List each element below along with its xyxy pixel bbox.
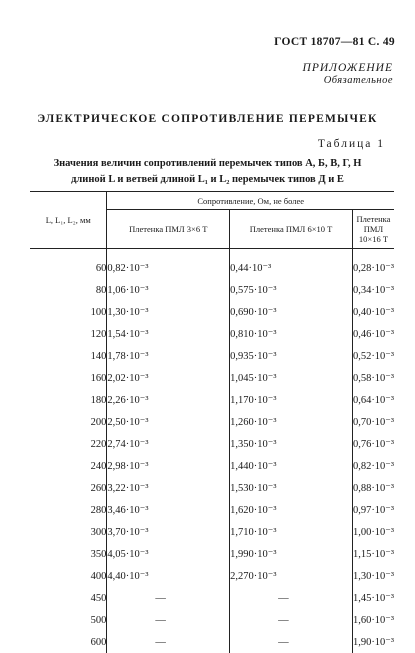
cell-length: 180 [30,389,107,411]
cell-resistance-10x16: 0,28·10⁻³ [352,249,394,280]
table-row [30,389,394,411]
cell-resistance-10x16: 0,88·10⁻³ [352,477,394,499]
cell-resistance-6x10: 1,990·10⁻³ [230,543,353,565]
cell-length: 80 [30,279,107,301]
cell-resistance-6x10: — [230,609,353,631]
cell-resistance-10x16: 1,60·10⁻³ [352,609,394,631]
table-row [30,543,394,565]
cell-resistance-10x16: 1,90·10⁻³ [352,631,394,653]
table-row [30,499,394,521]
cell-resistance-3x6: 3,46·10⁻³ [107,499,230,521]
cell-resistance-10x16: 0,97·10⁻³ [352,499,394,521]
table-row [30,609,394,631]
cell-resistance-10x16: 0,34·10⁻³ [352,279,394,301]
cell-length: 160 [30,367,107,389]
cell-resistance-10x16: 0,82·10⁻³ [352,455,394,477]
cell-resistance-3x6: 0,82·10⁻³ [107,249,230,280]
cell-length: 600 [30,631,107,653]
table-row [30,279,394,301]
cell-resistance-3x6: — [107,631,230,653]
cell-length: 220 [30,433,107,455]
cell-resistance-10x16: 0,46·10⁻³ [352,323,394,345]
col-header-braid-6x10: Плетенка ПМЛ 6×10 Т [230,210,353,249]
cell-length: 260 [30,477,107,499]
cell-resistance-3x6: 1,30·10⁻³ [107,301,230,323]
cell-resistance-6x10: 1,350·10⁻³ [230,433,353,455]
table-body [30,249,394,653]
cell-length: 450 [30,587,107,609]
cell-resistance-10x16: 0,64·10⁻³ [352,389,394,411]
col-header-length: L, L₁, L₂, мм [30,192,107,249]
cell-resistance-3x6: 3,70·10⁻³ [107,521,230,543]
cell-resistance-3x6: 4,40·10⁻³ [107,565,230,587]
document-title: ЭЛЕКТРИЧЕСКОЕ СОПРОТИВЛЕНИЕ ПЕРЕМЫЧЕК [0,113,415,125]
cell-resistance-6x10: 1,620·10⁻³ [230,499,353,521]
cell-resistance-10x16: 0,52·10⁻³ [352,345,394,367]
cell-resistance-10x16: 1,45·10⁻³ [352,587,394,609]
caption-line-2: длиной L и ветвей длиной L₁ и L₂ перемычек типов Д и Е [30,172,385,188]
cell-resistance-10x16: 0,40·10⁻³ [352,301,394,323]
cell-resistance-3x6: — [107,609,230,631]
table-row [30,367,394,389]
cell-length: 200 [30,411,107,433]
cell-length: 280 [30,499,107,521]
cell-resistance-10x16: 1,00·10⁻³ [352,521,394,543]
cell-length: 500 [30,609,107,631]
table-row [30,521,394,543]
table-row [30,345,394,367]
cell-resistance-10x16: 1,30·10⁻³ [352,565,394,587]
cell-resistance-6x10: 1,530·10⁻³ [230,477,353,499]
table-row [30,565,394,587]
cell-resistance-6x10: 0,44·10⁻³ [230,249,353,280]
cell-resistance-3x6: 1,06·10⁻³ [107,279,230,301]
cell-resistance-6x10: — [230,587,353,609]
cell-resistance-6x10: — [230,631,353,653]
cell-resistance-6x10: 2,270·10⁻³ [230,565,353,587]
cell-resistance-6x10: 0,810·10⁻³ [230,323,353,345]
cell-length: 240 [30,455,107,477]
cell-resistance-10x16: 1,15·10⁻³ [352,543,394,565]
cell-resistance-6x10: 0,575·10⁻³ [230,279,353,301]
appendix-status: Обязательное [303,75,393,86]
table-row [30,411,394,433]
cell-resistance-3x6: 2,26·10⁻³ [107,389,230,411]
caption-line-1: Значения величин сопротивлений перемычек типов А, Б, В, Г, Н [30,156,385,172]
table-row [30,587,394,609]
cell-resistance-3x6: 2,50·10⁻³ [107,411,230,433]
cell-resistance-3x6: 2,74·10⁻³ [107,433,230,455]
cell-resistance-3x6: 3,22·10⁻³ [107,477,230,499]
cell-resistance-3x6: 1,78·10⁻³ [107,345,230,367]
cell-resistance-6x10: 1,170·10⁻³ [230,389,353,411]
table-row [30,433,394,455]
cell-resistance-3x6: 1,54·10⁻³ [107,323,230,345]
cell-length: 140 [30,345,107,367]
cell-resistance-6x10: 1,440·10⁻³ [230,455,353,477]
cell-resistance-6x10: 0,935·10⁻³ [230,345,353,367]
resistance-table [30,191,394,653]
cell-resistance-10x16: 0,70·10⁻³ [352,411,394,433]
cell-length: 60 [30,249,107,280]
cell-resistance-3x6: 2,02·10⁻³ [107,367,230,389]
cell-resistance-3x6: 4,05·10⁻³ [107,543,230,565]
table-row [30,477,394,499]
appendix-block [303,62,393,86]
table-caption [30,156,385,188]
table-label: Таблица 1 [318,138,385,150]
cell-resistance-3x6: 2,98·10⁻³ [107,455,230,477]
cell-resistance-6x10: 1,045·10⁻³ [230,367,353,389]
cell-resistance-10x16: 0,58·10⁻³ [352,367,394,389]
cell-length: 100 [30,301,107,323]
cell-resistance-10x16: 0,76·10⁻³ [352,433,394,455]
cell-resistance-6x10: 0,690·10⁻³ [230,301,353,323]
table-row [30,323,394,345]
cell-resistance-3x6: — [107,587,230,609]
cell-resistance-6x10: 1,260·10⁻³ [230,411,353,433]
table-row [30,631,394,653]
table-row [30,249,394,280]
cell-length: 120 [30,323,107,345]
cell-length: 300 [30,521,107,543]
cell-resistance-6x10: 1,710·10⁻³ [230,521,353,543]
col-group-header-resistance: Сопротивление, Ом, не более [107,192,394,210]
cell-length: 400 [30,565,107,587]
table-row [30,455,394,477]
cell-length: 350 [30,543,107,565]
appendix-title: ПРИЛОЖЕНИЕ [303,62,393,74]
col-header-braid-10x16: Плетенка ПМЛ 10×16 Т [352,210,394,249]
page-header: ГОСТ 18707—81 С. 49 [274,36,395,48]
table-row [30,301,394,323]
col-header-braid-3x6: Плетенка ПМЛ 3×6 Т [107,210,230,249]
